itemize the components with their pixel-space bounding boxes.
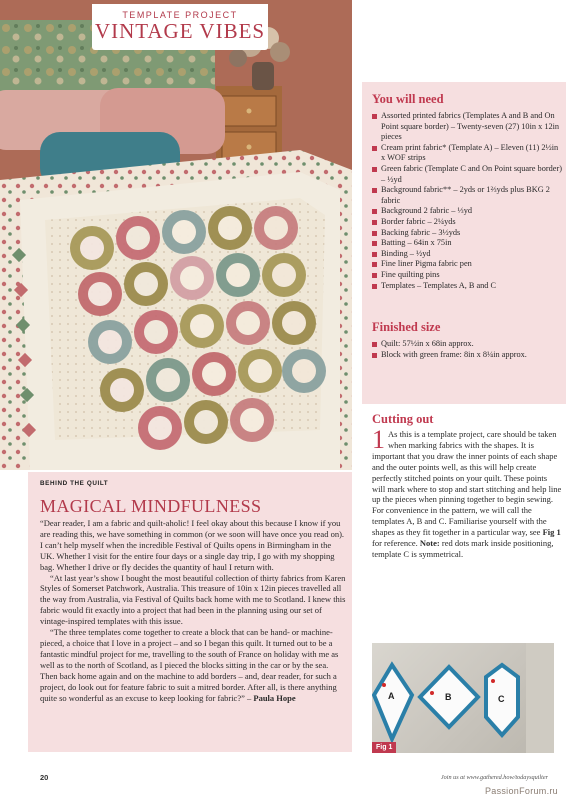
- cutting-out-body: [372, 425, 562, 560]
- you-will-need-heading: You will need: [372, 92, 444, 106]
- template-shapes-illustration: [372, 643, 554, 753]
- quilt-photo: [0, 0, 352, 470]
- list-item: Border fabric – 2¼yds: [372, 217, 562, 228]
- behind-the-quilt-body: [40, 518, 346, 703]
- list-item: Assorted printed fabrics (Templates A and B and On Point square border) – Twenty-seven (27) 10in x 12in pieces: [372, 111, 562, 143]
- shape-label-b: B: [445, 692, 452, 702]
- figure-caption: Fig 1: [372, 742, 396, 753]
- list-item: Background 2 fabric – ⅓yd: [372, 206, 562, 217]
- fig-reference: Fig 1: [542, 527, 561, 538]
- requirements-panel: [362, 82, 566, 404]
- page-title: VINTAGE VIBES: [94, 19, 266, 43]
- finished-size-list: [372, 339, 562, 360]
- author-signature: Paula Hope: [253, 692, 296, 703]
- list-item: Batting – 64in x 75in: [372, 238, 562, 249]
- page-number: 20: [40, 773, 49, 782]
- you-will-need-list: [372, 111, 562, 291]
- step-number-dropcap: 1: [372, 425, 385, 454]
- list-item: Templates – Templates A, B and C: [372, 281, 562, 292]
- cutting-text: for reference.: [372, 538, 420, 549]
- behind-the-quilt-kicker: BEHIND THE QUILT: [40, 480, 109, 487]
- title-box: [92, 4, 268, 50]
- paragraph: “At last year’s show I bought the most beautiful collection of thirty fabrics from Karen Styles of Somerset Patchwork, Australia. This treasure of 10in x 12in pieces travelled all the way from Australia, via Festival of Quilts back home with me to Scotland. I knew this fabric would fit exactly into a project that had been in the planning using our set of vintage-inspired templates with this issue.: [40, 572, 346, 627]
- cutting-text: As this is a template project, care should be taken when marking fabrics with the shapes. It is important that you draw the inner points of each shape and the outer points well, as this will help create perfectly stitched points on your quilt. These points will mark where to stop and start stitching and help line up the pieces when pinning together to begin sewing. For convenience in the pattern, we will call the templates A, B and C. Familiarise yourself with the shapes as they fit together in a particular way, see: [372, 429, 562, 538]
- footer-url[interactable]: Join us at www.gathered.how/todaysquilter: [440, 774, 548, 781]
- list-item: Quilt: 57½in x 68in approx.: [372, 339, 562, 350]
- list-item: Background fabric** – 2yds or 1⅔yds plus BKG 2 fabric: [372, 185, 562, 206]
- paragraph-text: “The three templates come together to create a block that can be hand- or machine-pieced, a choice that I love in a project – and so I began this quilt. It turned out to be a fantastic mindful project for me, travelling to the south of France on holiday with me as well as to the north of Scotland, as I pieced the blocks sitting in the car or by the sea. Then back home again and on the machine to add borders – and, dear reader, for such a project, do look out for feature fabric to suit a mitred border. After all, is there anything quite so wonderful as an excuse to keep looking for fabric?”: [40, 627, 339, 703]
- cutting-out-section: [372, 412, 562, 560]
- cutting-text: red dots mark inside positioning, template C is symmetrical.: [372, 538, 554, 559]
- shape-label-c: C: [498, 694, 505, 704]
- paragraph: “Dear reader, I am a fabric and quilt-aholic! I feel okay about this because I know if you are reading this, we have something in common (or we soon will have once you read on). I can’t help myself when the incredible Festival of Quilts opens in Birmingham in the UK. Whether I visit for the entire four days or a single day trip, I go with my shopping bag. Whether I drive or fly decides the quantity of haul I return with.: [40, 518, 345, 572]
- behind-the-quilt-title: MAGICAL MINDFULNESS: [40, 496, 262, 516]
- quilt-scene-illustration: [0, 0, 352, 470]
- figure-1: [372, 643, 554, 753]
- cutting-out-heading: Cutting out: [372, 412, 434, 426]
- list-item: Fine liner Pigma fabric pen: [372, 259, 562, 270]
- finished-size-section: [372, 320, 562, 360]
- behind-the-quilt-panel: [28, 472, 352, 752]
- list-item: Binding – ½yd: [372, 249, 562, 260]
- finished-size-heading: Finished size: [372, 320, 441, 334]
- you-will-need-section: [372, 92, 562, 291]
- list-item: Fine quilting pins: [372, 270, 562, 281]
- paragraph: “The three templates come together to create a block that can be hand- or machine-pieced, a choice that I love in a project – and so I began this quilt. It turned out to be a fantastic mindful project for me, travelling to the south of France on holiday with me as well as to the north of Scotland, as I pieced the blocks sitting in the car or by the sea. Then back home again and on the machine to add borders – and, dear reader, for such a project, do look out for feature fabric to suit a mitred border. After all, is there anything quite so wonderful as an excuse to keep looking for fabric?” – Paula Hope: [40, 627, 339, 703]
- list-item: Green fabric (Template C and On Point square border) – ½yd: [372, 164, 562, 185]
- title-kicker: TEMPLATE PROJECT: [122, 10, 238, 20]
- list-item: Block with green frame: 8in x 8¼in approx.: [372, 350, 562, 361]
- shape-label-a: A: [388, 691, 395, 701]
- list-item: Cream print fabric* (Template A) – Eleven (11) 2½in x WOF strips: [372, 143, 562, 164]
- note-label: Note:: [419, 538, 440, 549]
- list-item: Backing fabric – 3½yds: [372, 228, 562, 239]
- watermark: PassionForum.ru: [484, 786, 558, 796]
